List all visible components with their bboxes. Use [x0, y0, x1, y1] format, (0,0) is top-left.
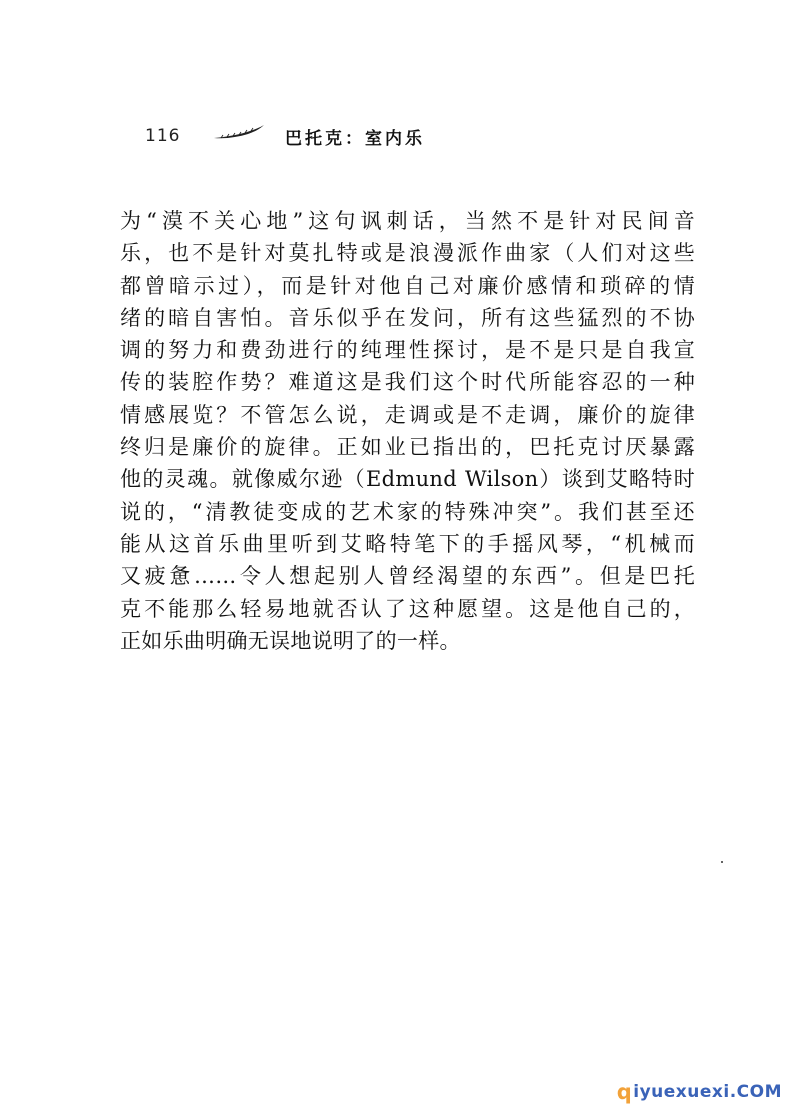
watermark-q-glyph: q [616, 1080, 633, 1104]
text-line: 乐，也不是针对莫扎特或是浪漫派作曲家（人们对这些 [120, 241, 695, 266]
text-line-last: 正如乐曲明确无误地说明了的一样。 [120, 628, 461, 653]
scan-speck [721, 861, 723, 863]
text-line: 为“漠不关心地”这句讽刺话，当然不是针对民间音 [120, 209, 695, 233]
text-line: 都曾暗示过），而是针对他自己对廉价感情和琐碎的情 [120, 273, 695, 298]
page-number: 116 [145, 126, 181, 146]
body-paragraph [120, 205, 695, 657]
text-line: 克不能那么轻易地就否认了这种愿望。这是他自己的， [120, 596, 695, 621]
page-header [145, 126, 565, 150]
text-line: 终归是廉价的旋律。正如业已指出的，巴托克讨厌暴露 [120, 435, 695, 460]
text-line: 又疲惫……令人想起别人曾经渴望的东西”。但是巴托 [120, 564, 695, 589]
text-line: 情感展览？不管怎么说，走调或是不走调，廉价的旋律 [120, 402, 695, 427]
quill-ornament-icon [213, 124, 265, 142]
text-line: 绪的暗自害怕。音乐似乎在发问，所有这些猛烈的不协 [120, 305, 695, 330]
text-line: 调的努力和费劲进行的纯理性探讨，是不是只是自我宣 [120, 338, 695, 363]
text-line: 他的灵魂。就像威尔逊（Edmund Wilson）谈到艾略特时 [120, 467, 695, 492]
text-line: 传的装腔作势？难道这是我们这个时代所能容忍的一种 [120, 370, 695, 395]
running-title: 巴托克：室内乐 [285, 129, 425, 149]
site-watermark [617, 1080, 782, 1104]
text-line: 能从这首乐曲里听到艾略特笔下的手摇风琴，“机械而 [120, 531, 695, 556]
text-line: 说的，“清教徒变成的艺术家的特殊冲突”。我们甚至还 [120, 499, 695, 524]
watermark-text: iyuexuexi.COM [633, 1082, 782, 1102]
